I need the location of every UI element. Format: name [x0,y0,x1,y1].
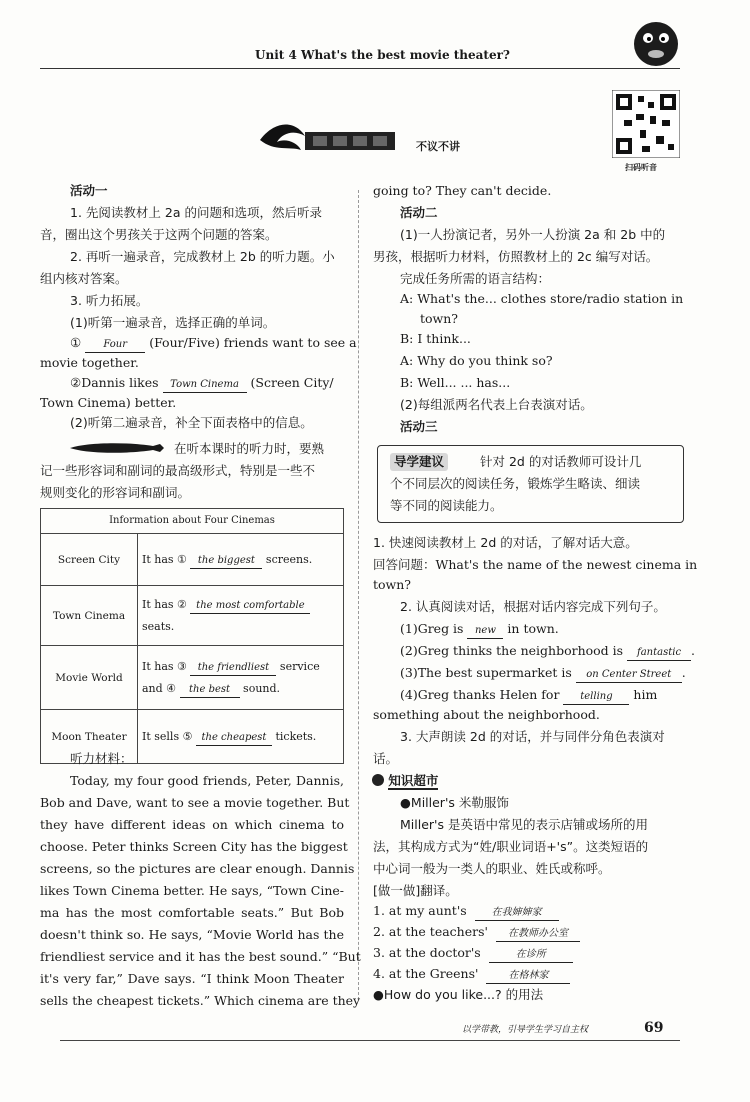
guide-tag: 导学建议 [390,453,448,471]
s4-answer: telling [563,690,629,705]
dialogue-line: B: Well... ... has... [400,375,511,390]
translation-answer: 在诊所 [489,948,573,963]
translation-item [373,965,570,984]
unit-title: Unit 4 What's the best movie theater? [255,48,510,62]
dialogue-line: B: I think... [400,331,471,346]
knowledge-title-text: 知识超市 [388,773,439,788]
table-row [41,534,344,586]
q2-prefix: ②Dannis likes [70,375,159,390]
table-cell [138,710,344,764]
cinema-info-table [40,508,344,764]
act1-step2: 2. 再听一遍录音，完成教材上 2b 的听力题。小 [70,249,335,264]
q2-text: (Screen City/ [250,375,334,390]
cell-suffix: seats. [142,619,175,633]
s3-prefix: (3)The best supermarket is [400,665,572,680]
sub-task-1: (1)听第一遍录音，选择正确的单词。 [70,315,276,330]
table-cell [138,586,344,646]
translation-item [373,923,580,942]
translation-question: 4. at the Greens' [373,966,479,981]
material-continued: going to? They can't decide. [373,183,552,198]
sentence-1 [400,620,559,639]
material-line: Bob and Dave, want to see a movie together. But [40,795,350,810]
tip-marker-icon [68,440,168,456]
footer-slogan: 以学带教，引导学生学习自主权 [462,1025,589,1035]
knowledge-point-2: ●How do you like...? 的用法 [373,987,544,1002]
s4-suffix: him [633,687,658,702]
cell-answer: the most comfortable [190,599,310,614]
tip-line-2: 记一些形容词和副词的最高级形式，特别是一些不 [40,463,316,478]
sentence-4 [400,686,657,705]
table-cell [138,646,344,710]
translation-answer: 在我婶婶家 [475,906,559,921]
knowledge-line: 中心词一般为一类人的职业、姓氏或称呼。 [373,861,611,876]
q1-continued: movie together. [40,355,139,370]
material-title: 听力材料： [70,751,133,766]
dialogue-line: A: Why do you think so? [400,353,553,368]
material-line: choose. Peter thinks Screen City has the biggest [40,839,348,854]
material-line: friendliest service and it has the best sound.” “But [40,949,361,964]
knowledge-point-1: ●Miller's 米勒服饰 [400,795,509,810]
material-line: they have different ideas on which cinema to [40,817,344,832]
header-rule [40,68,680,69]
act1-step3: 3. 听力拓展。 [70,293,149,308]
column-divider [358,190,359,1000]
q1-number: ① [70,335,82,350]
mascot-icon [628,14,684,70]
translation-question: 2. at the teachers' [373,924,488,939]
q2-answer: Town Cinema [163,378,247,393]
qr-caption: 扫码听音 [625,163,657,172]
act1-step1: 1. 先阅读教材上 2a 的问题和选项，然后听录 [70,205,322,220]
cell-prefix: It has ① [142,552,187,566]
translation-answer: 在格林家 [486,969,570,984]
s2-suffix: . [691,643,696,658]
question-1 [70,334,357,353]
question-2 [70,374,334,393]
act2-task-1: (1)一人扮演记者，另外一人扮演 2a 和 2b 中的 [400,227,666,242]
s3-answer: on Center Street [576,668,682,683]
s4-prefix: (4)Greg thanks Helen for [400,687,560,702]
table-row [41,646,344,710]
material-line: likes Town Cinema better. He says, “Town Cine- [40,883,344,898]
structure-title: 完成任务所需的语言结构： [400,271,551,286]
translation-item [373,944,573,963]
cell-suffix: service [279,659,320,673]
translation-item [373,902,559,921]
footer-rule [60,1040,680,1041]
s3-suffix: . [681,665,686,680]
cell-answer: the friendliest [190,661,276,676]
act1-step2-cont: 组内核对答案。 [40,271,128,286]
table-row [41,586,344,646]
sub-task-2: (2)听第二遍录音，补全下面表格中的信息。 [70,415,313,430]
sentence-2 [400,642,695,661]
cinema-name: Screen City [41,534,138,586]
s2-prefix: (2)Greg thinks the neighborhood is [400,643,624,658]
reading-task-1: 1. 快速阅读教材上 2d 的对话，了解对话大意。 [373,535,638,550]
sentence-3 [400,664,686,683]
cell-prefix: It has ③ [142,659,187,673]
tribal-banner-icon [255,118,415,160]
sentence-4-cont: something about the neighborhood. [373,707,600,722]
activity-2-title: 活动二 [400,205,438,220]
material-line: it's very far,” Dave says. “I think Moon Theater [40,971,344,986]
cell-answer: the biggest [190,554,262,569]
cell-prefix: It has ② [142,597,187,611]
material-line: doesn't think so. He says, “Movie World has the [40,927,344,942]
exercise-title: [做一做]翻译。 [373,883,458,898]
dialogue-line: town? [420,311,459,326]
page-number: 69 [644,1020,664,1036]
guide-text: 针对 2d 的对话教师可设计几 [480,454,642,469]
act1-step1-cont: 音，圈出这个男孩关于这两个问题的答案。 [40,227,278,242]
translation-answer: 在教师办公室 [496,927,580,942]
knowledge-line: Miller's 是英语中常见的表示店铺或场所的用 [400,817,648,832]
tip-line-1: 在听本课时的听力时，要熟 [174,441,325,456]
s1-answer: new [467,624,503,639]
reading-task-3: 3. 大声朗读 2d 的对话，并与同伴分角色表演对 [400,729,665,744]
cell-answer: the cheapest [196,731,272,746]
translation-question: 1. at my aunt's [373,903,467,918]
translation-question: 3. at the doctor's [373,945,481,960]
reading-task-2: 2. 认真阅读对话，根据对话内容完成下列句子。 [400,599,666,614]
cinema-name: Movie World [41,646,138,710]
guide-line-2: 个不同层次的阅读任务，锻炼学生略读、细读 [390,476,641,491]
s1-suffix: in town. [507,621,559,636]
cell-suffix: tickets. [275,729,317,743]
material-line: ma has the most comfortable seats.” But Bob [40,905,344,920]
reading-task-1-cont: town? [373,577,412,592]
reading-task-3-cont: 话。 [373,751,399,766]
tip-line-3: 规则变化的形容词和副词。 [40,485,191,500]
material-line: Today, my four good friends, Peter, Dannis, [70,773,344,788]
qr-code-icon [612,90,680,158]
reading-task-1-question: 回答问题：What's the name of the newest cinema in [373,557,698,572]
activity-3-title: 活动三 [400,419,438,434]
q1-answer: Four [85,338,145,353]
table-caption: Information about Four Cinemas [41,509,344,534]
cell-answer-2: the best [180,683,240,698]
knowledge-title [372,772,438,790]
q1-text: (Four/Five) friends want to see a [149,335,357,350]
act2-task-1-cont: 男孩，根据听力材料，仿照教材上的 2c 编写对话。 [373,249,659,264]
banner-text: 不议不讲 [416,140,460,153]
guide-line-3: 等不同的阅读能力。 [390,498,503,513]
material-line: screens, so the pictures are clear enough. Dannis [40,861,355,876]
act2-task-2: (2)每组派两名代表上台表演对话。 [400,397,593,412]
s1-prefix: (1)Greg is [400,621,464,636]
activity-1-title: 活动一 [70,183,108,198]
cell-suffix-2: sound. [243,681,281,695]
table-cell [138,534,344,586]
cinema-name: Town Cinema [41,586,138,646]
cell-prefix: It sells ⑤ [142,729,193,743]
knowledge-line: 法，其构成方式为“姓/职业词语+'s”。这类短语的 [373,839,649,854]
guide-line-1 [390,453,641,471]
material-line: sells the cheapest tickets.” Which cinema are they [40,993,361,1008]
cell-suffix: screens. [265,552,313,566]
cinema-name: Moon Theater [41,710,138,764]
knowledge-bullet-icon [372,774,384,786]
cell-prefix-2: and ④ [142,681,177,695]
dialogue-line: A: What's the... clothes store/radio station in [400,291,684,306]
q2-continued: Town Cinema) better. [40,395,177,410]
s2-answer: fantastic [627,646,691,661]
